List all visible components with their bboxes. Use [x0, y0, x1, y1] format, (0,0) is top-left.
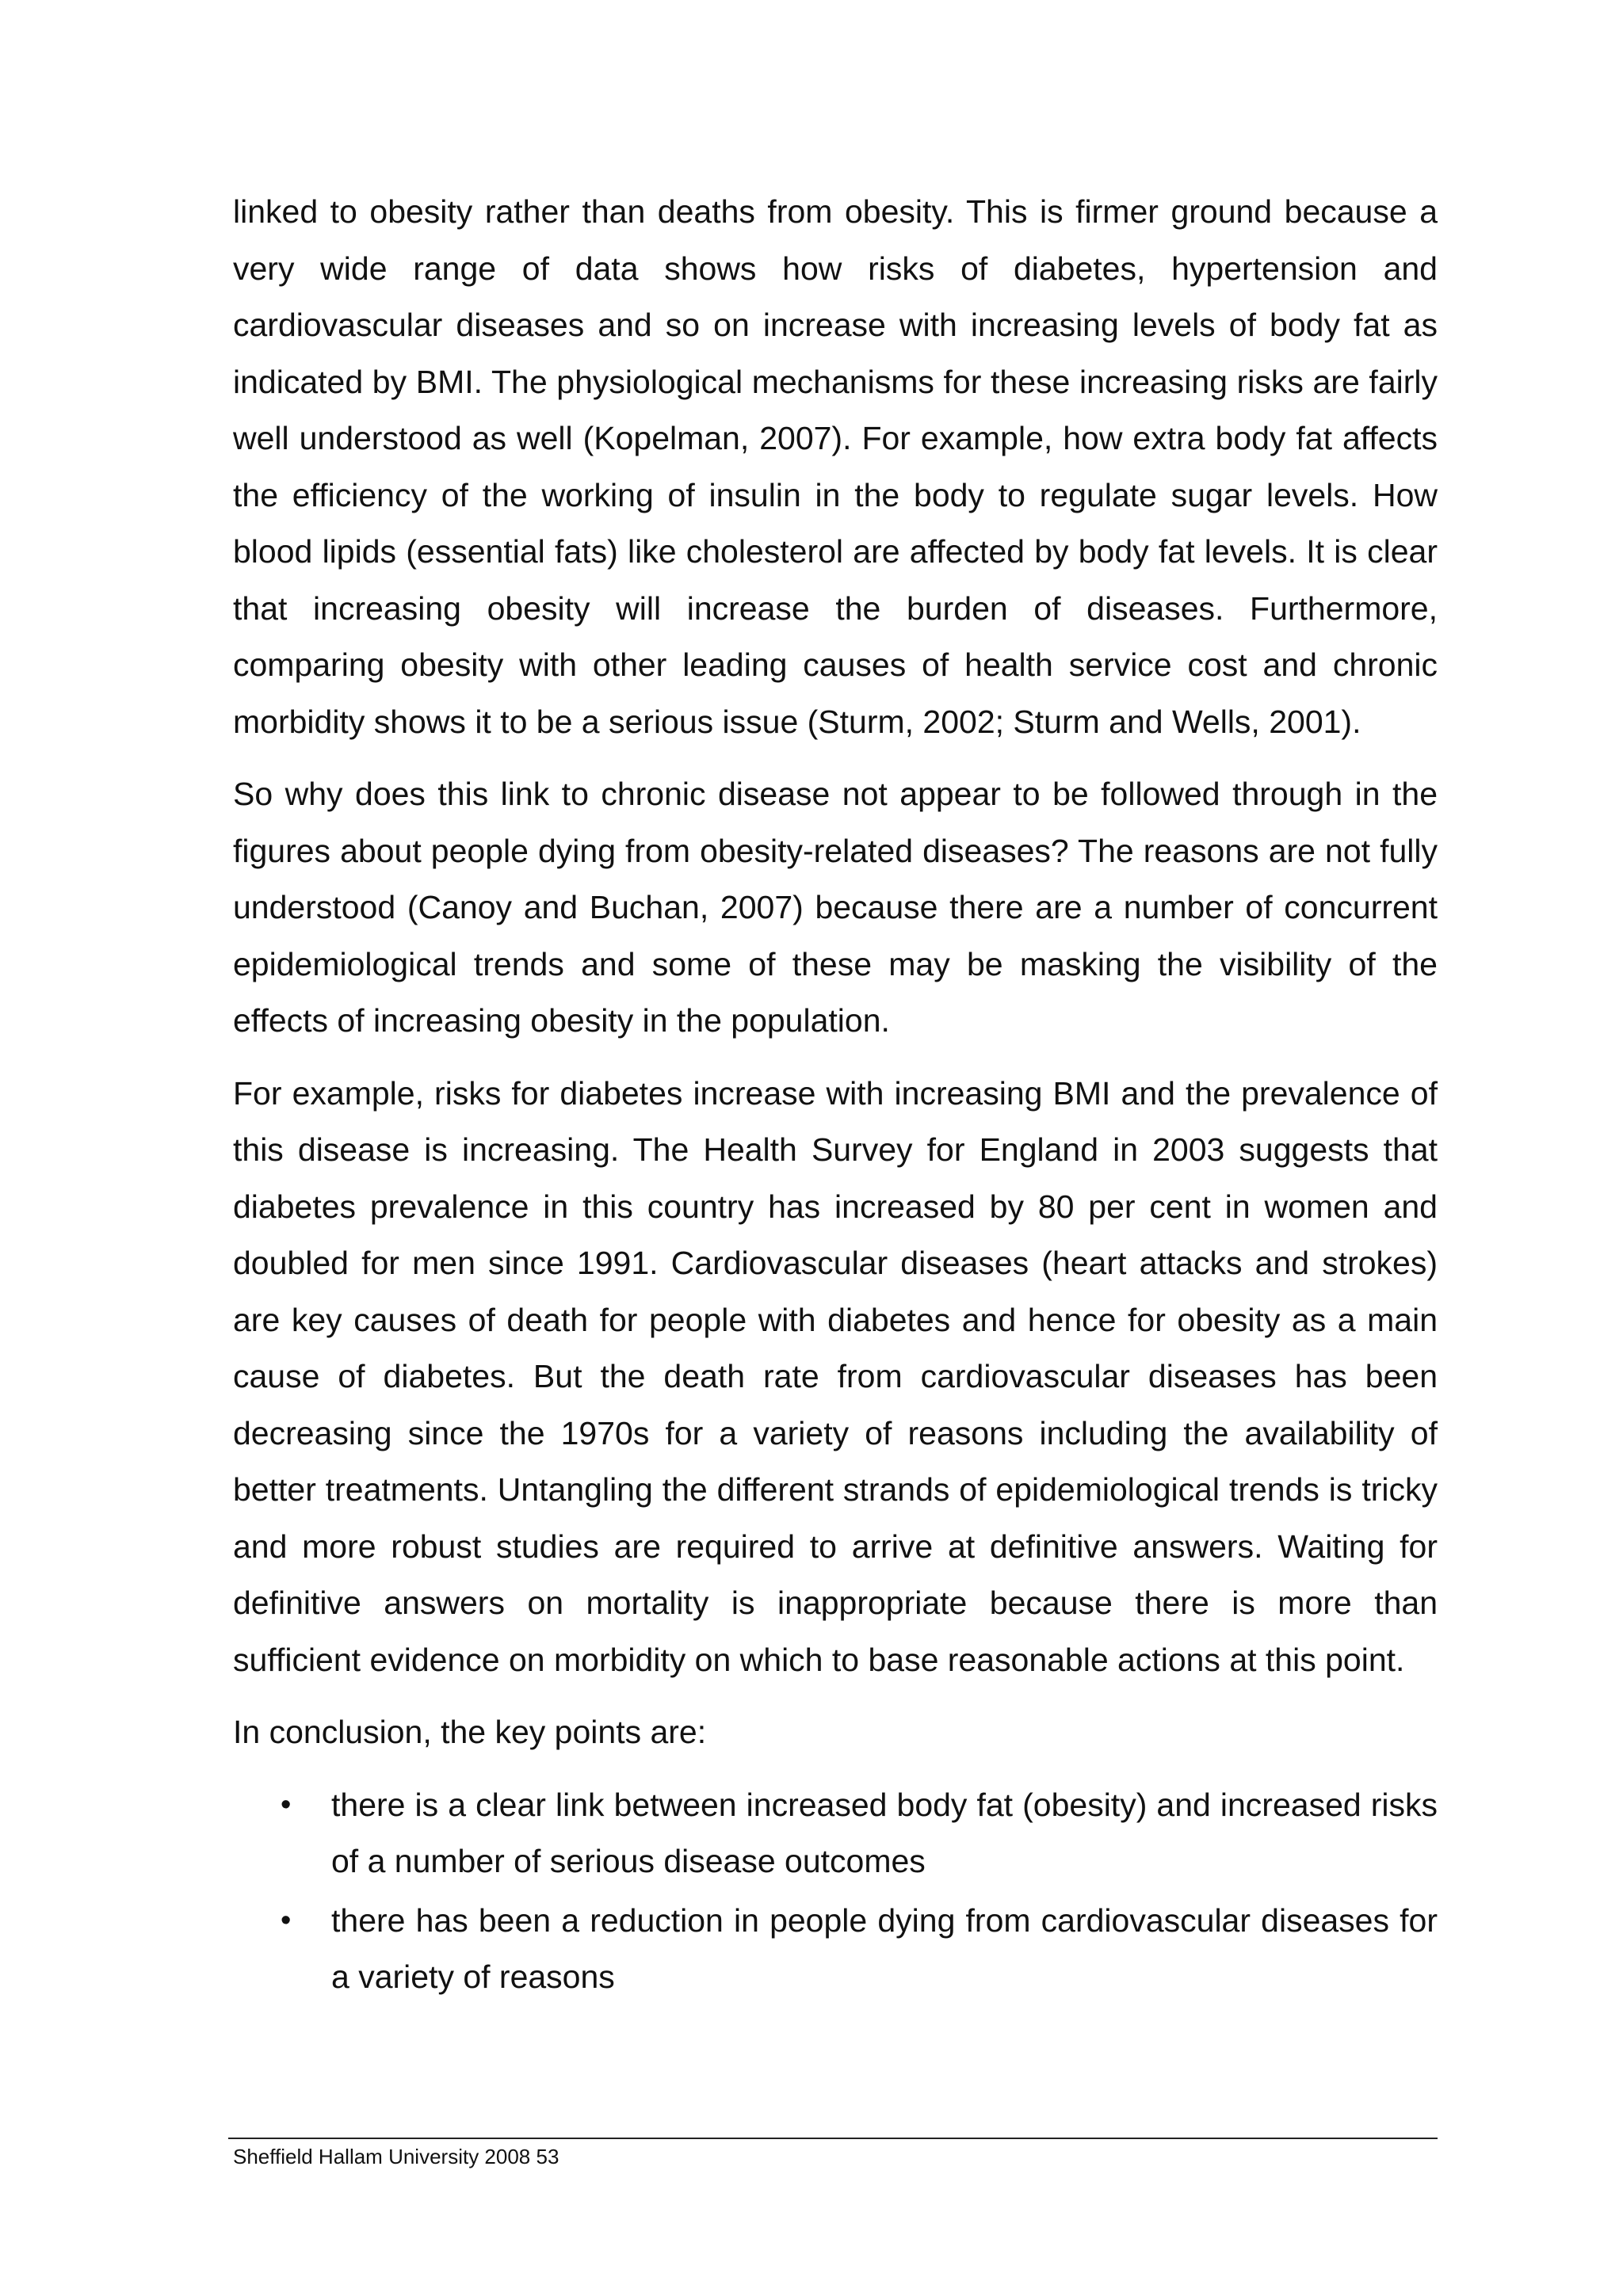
paragraph: linked to obesity rather than deaths from obesity. This is firmer ground because a very wide range of data shows how risks of diabetes, hypertension and cardiovascular diseases and so on increase with increasing levels of body fat as indicated by BMI. The physiological mechanisms for these increasing risks are fairly well understood as well (Kopelman, 2007). For example, how extra body fat affects the efficiency of the working of insulin in the body to regulate sugar levels. How blood lipids (essential fats) like cholesterol are affected by body fat levels. It is clear that increasing obesity will increase the burden of diseases. Furthermore, comparing obesity with other leading causes of health service cost and chronic morbidity shows it to be a serious issue (Sturm, 2002; Sturm and Wells, 2001). [233, 193, 1438, 740]
footer-divider [228, 2138, 1438, 2139]
list-item-text: there has been a reduction in people dying from cardiovascular diseases for a variety of reasons [331, 1901, 1438, 1995]
paragraph-conclusion-intro: In conclusion, the key points are: [233, 1714, 707, 1750]
body-text [233, 184, 1438, 2008]
page-footer: Sheffield Hallam University 2008 53 [233, 2145, 559, 2168]
list-item [233, 1893, 1438, 2006]
list-item-text: there is a clear link between increased body fat (obesity) and increased risks of a number of serious disease outcomes [331, 1786, 1438, 1879]
key-points-list [233, 1777, 1438, 2006]
paragraph: So why does this link to chronic disease not appear to be followed through in the figures about people dying from obesity-related diseases? The reasons are not fully understood (Canoy and Buchan, 2007) because there are a number of concurrent epidemiological trends and some of these may be masking the visibility of the effects of increasing obesity in the population. [233, 776, 1438, 1039]
bullet-icon: • [281, 1787, 292, 1821]
paragraph: For example, risks for diabetes increase with increasing BMI and the prevalence of this disease is increasing. The Health Survey for England in 2003 suggests that diabetes prevalence in this country has increased by 80 per cent in women and doubled for men since 1991. Cardiovascular diseases (heart attacks and strokes) are key causes of death for people with diabetes and hence for obesity as a main cause of diabetes. But the death rate from cardiovascular diseases has been decreasing since the 1970s for a variety of reasons including the availability of better treatments. Untangling the different strands of epidemiological trends is tricky and more robust studies are required to arrive at definitive answers. Waiting for definitive answers on mortality is inappropriate because there is more than sufficient evidence on morbidity on which to base reasonable actions at this point. [233, 1074, 1438, 1678]
list-item [233, 1777, 1438, 1890]
bullet-icon: • [281, 1903, 292, 1937]
